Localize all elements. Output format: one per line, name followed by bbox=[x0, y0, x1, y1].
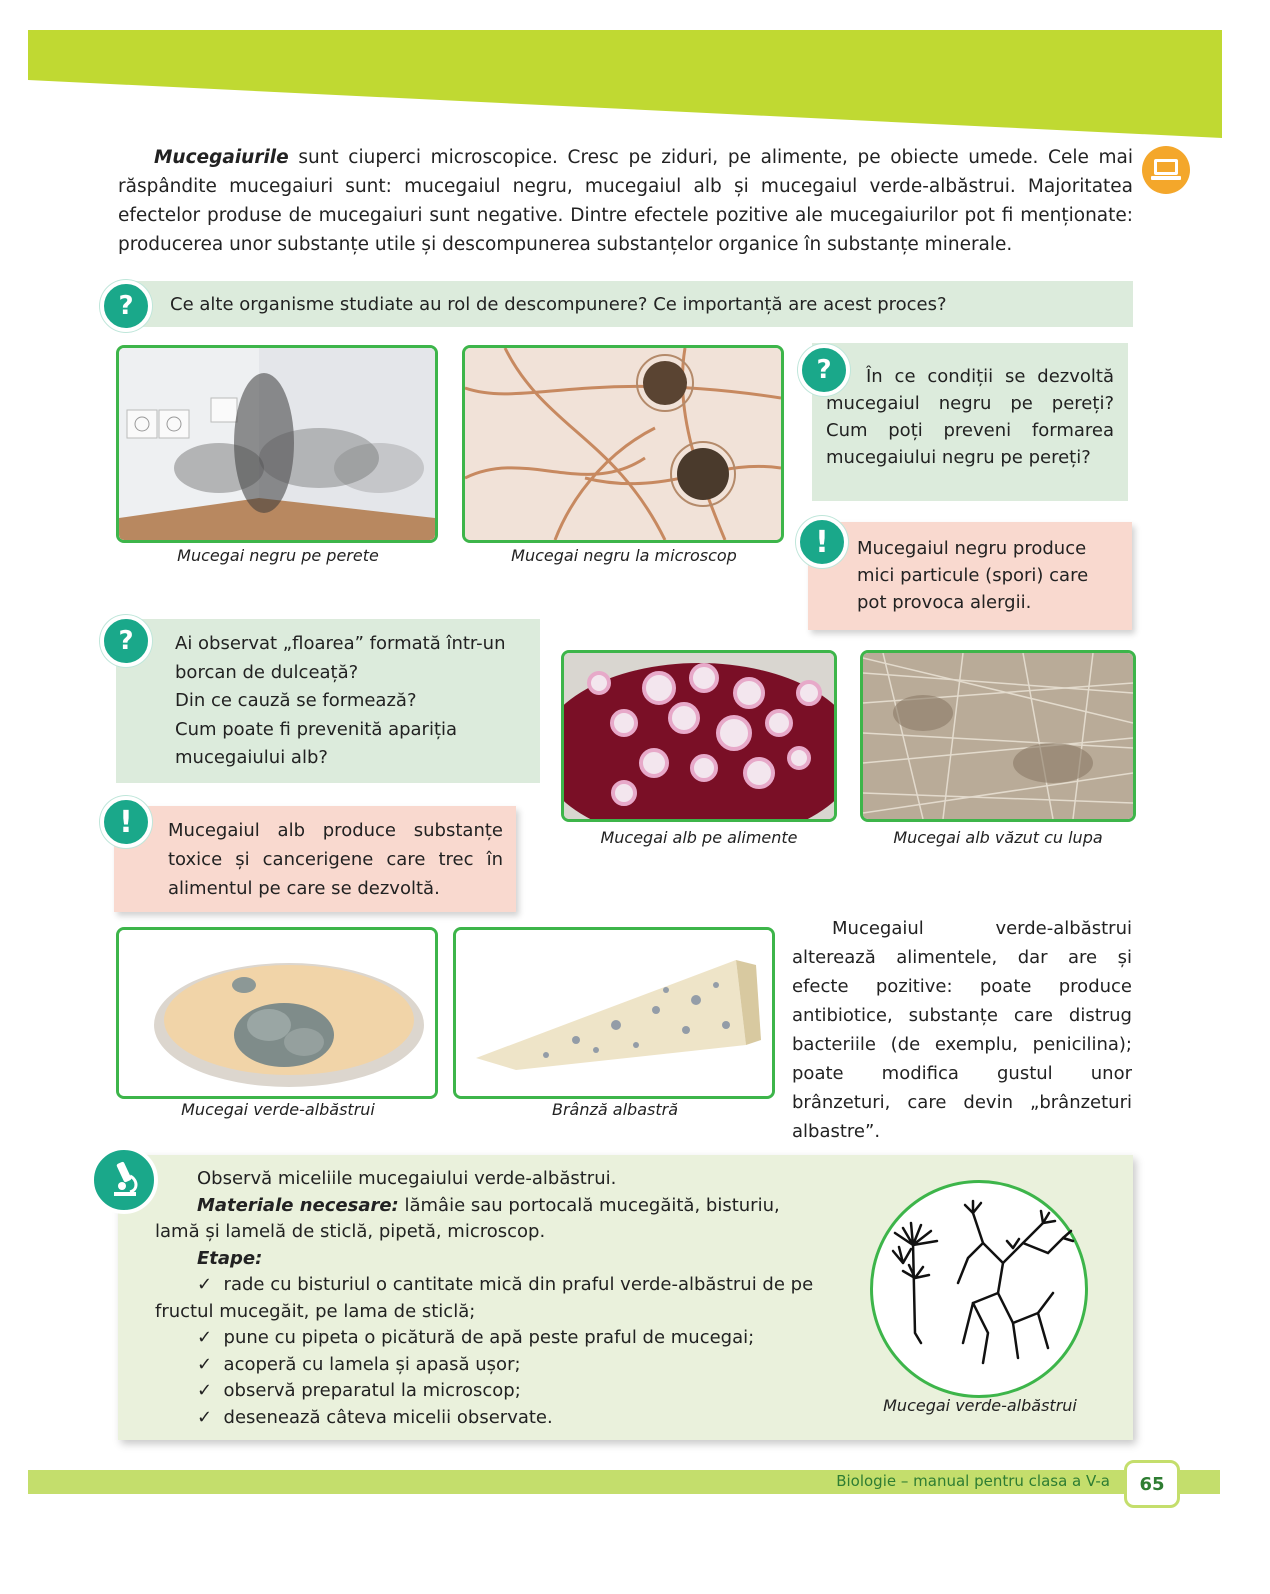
check-icon: ✓ bbox=[197, 1353, 213, 1375]
blue-green-mould-paragraph: Mucegaiul verde-albăstrui alterează alimentele, dar are și efecte pozitive: poate produce antibiotice, substanțe care distrug bacteriile (de exemplu, penicilina); poate modifica gustul unor brânzeturi, care devin „brânzeturi albastre”. bbox=[792, 918, 1132, 1142]
photo-white-mould-food bbox=[561, 650, 837, 822]
caption-lupa: Mucegai alb văzut cu lupa bbox=[893, 828, 1103, 847]
photo-petri-dish bbox=[116, 927, 438, 1099]
check-icon: ✓ bbox=[197, 1327, 213, 1348]
materials-text: lămâie sau portocală mucegăită, bisturiu, lamă și lamelă de sticlă, pipetă, microscop. bbox=[155, 1194, 780, 1242]
activity-step: ✓ pune cu pipeta o picătură de apă peste praful de mucegai; bbox=[197, 1327, 755, 1348]
activity-materials bbox=[155, 1193, 815, 1246]
caption-microscope: Mucegai negru la microscop bbox=[511, 546, 737, 565]
page-number: 65 bbox=[1124, 1460, 1180, 1508]
activity-intro: Observă miceliile mucegaiului verde-albăstrui. bbox=[197, 1168, 617, 1189]
check-icon: ✓ bbox=[197, 1380, 213, 1401]
warning-icon: ! bbox=[796, 516, 848, 568]
question-decomposition-text: Ce alte organisme studiate au rol de descompunere? Ce importanță are acest proces? bbox=[170, 294, 947, 315]
caption-cheese: Brânză albastră bbox=[552, 1100, 678, 1119]
warning-spores-text: Mucegaiul negru produce mici particule (spori) care pot provoca alergii. bbox=[857, 538, 1089, 613]
activity-step: ✓ acoperă cu lamela și apasă ușor; bbox=[197, 1353, 521, 1375]
intro-text: sunt ciuperci microscopice. Cresc pe ziduri, pe alimente, pe obiecte umede. Cele mai răspândite mucegaiuri sunt: mucegaiul negru, mucegaiul alb și mucegaiul verde-albăstrui. Majoritatea efectelor produse de mucegaiuri sunt negative. Dintre efectele pozitive ale mucegaiurilor pot fi menționate: producerea unor substanțe utile și descompunerea substanțelor organice în substanțe minerale. bbox=[118, 147, 1133, 255]
question-icon: ? bbox=[100, 615, 152, 667]
photo-white-mould-lupa bbox=[860, 650, 1136, 822]
header-band bbox=[0, 0, 1270, 145]
question-white-mould-text bbox=[175, 630, 525, 773]
photo-black-mould-microscope bbox=[462, 345, 784, 543]
check-icon: ✓ bbox=[197, 1274, 213, 1295]
caption-drawing: Mucegai verde-albăstrui bbox=[883, 1396, 1077, 1415]
activity-step: ✓ observă preparatul la microscop; bbox=[197, 1380, 521, 1401]
footer-title: Biologie – manual pentru clasa a V-a bbox=[836, 1472, 1110, 1490]
microscope-icon bbox=[90, 1146, 158, 1214]
question-icon: ? bbox=[798, 344, 850, 396]
activity-step: ✓ rade cu bisturiul o cantitate mică din praful verde-albăstrui de pe fructul mucegăit, pe lama de sticlă; bbox=[155, 1274, 814, 1322]
caption-wall: Mucegai negru pe perete bbox=[177, 546, 379, 565]
mycelium-drawing bbox=[870, 1180, 1088, 1398]
steps-label: Etape: bbox=[197, 1247, 263, 1269]
caption-food: Mucegai alb pe alimente bbox=[600, 828, 798, 847]
activity-text bbox=[155, 1166, 815, 1431]
question-icon: ? bbox=[100, 280, 152, 332]
question-black-mould-text: În ce condiții se dezvoltă mucegaiul negru pe pereți? Cum poți preveni formarea mucegaiului negru pe pereți? bbox=[826, 366, 1114, 468]
materials-label: Materiale necesare: bbox=[197, 1194, 399, 1216]
photo-black-mould-wall bbox=[116, 345, 438, 543]
intro-lead: Mucegaiurile bbox=[154, 147, 289, 168]
question-white-mould-line2: Din ce cauză se formează? bbox=[175, 690, 417, 711]
question-white-mould-line1: Ai observat „floarea” formată într-un borcan de dulceață? bbox=[175, 633, 506, 683]
warning-icon: ! bbox=[100, 796, 152, 848]
activity-step: ✓ desenează câteva micelii observate. bbox=[197, 1406, 553, 1428]
photo-blue-cheese bbox=[453, 927, 775, 1099]
question-white-mould-line3: Cum poate fi prevenită apariția mucegaiului alb? bbox=[175, 718, 458, 768]
intro-paragraph bbox=[118, 143, 1133, 259]
warning-toxic-text: Mucegaiul alb produce substanțe toxice și cancerigene care trec în alimentul pe care se dezvoltă. bbox=[168, 820, 503, 899]
check-icon: ✓ bbox=[197, 1406, 213, 1428]
computer-icon bbox=[1142, 146, 1190, 194]
caption-petri: Mucegai verde-albăstrui bbox=[181, 1100, 375, 1119]
